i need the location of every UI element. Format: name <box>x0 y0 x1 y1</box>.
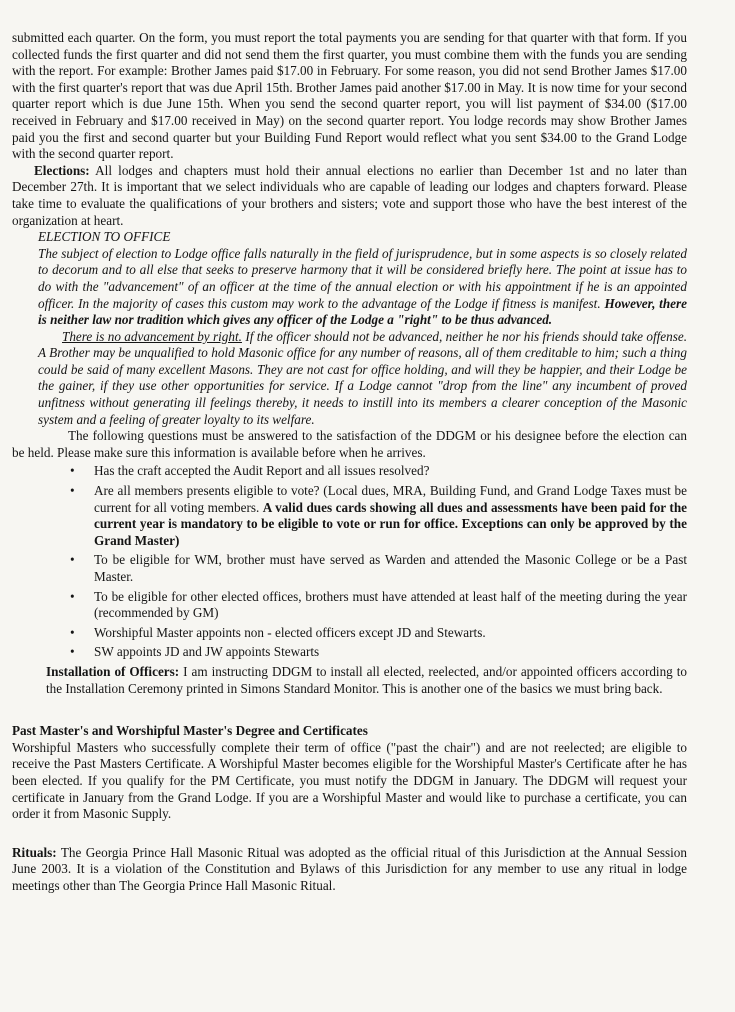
election-quote-p1 <box>12 246 687 329</box>
election-quote-p2 <box>12 329 687 429</box>
bullet-icon: • <box>70 463 75 479</box>
election-quote-p1-bold: However, there is neither law nor tradition which gives any officer of the Lodge a "right" to be thus advanced. <box>38 295 688 328</box>
bullet-icon: • <box>70 624 75 640</box>
rituals-section <box>12 845 687 895</box>
past-master-section <box>12 723 687 823</box>
rituals-paragraph <box>12 845 687 895</box>
requirement-text: Are all members presents eligible to vote? (Local dues, MRA, Building Fund, and Grand Lodge Taxes must be current for all voting members. <box>94 483 687 515</box>
past-master-heading: Past Master's and Worshipful Master's Degree and Certificates <box>12 723 368 739</box>
bullet-icon: • <box>70 644 75 660</box>
bullet-icon: • <box>70 588 75 604</box>
installation-label: Installation of Officers: <box>46 663 180 679</box>
requirement-bold-text: A valid dues cards showing all dues and assessments have been paid for the current year is mandatory to be eligible to vote or run for office. Exceptions can only be approved by the Grand Master) <box>94 499 688 548</box>
election-quote-p1-text: The subject of election to Lodge office falls naturally in the field of jurisprudence, but in some aspects is so closely related to decorum and to all else that seeks to preserve harmony that it will be considered briefly here. The point at issue has to do with the "advancement" of an officer at the time of the annual election or with his appointment if he is an appointed officer. In the majority of cases this custom may work to the advantage of the Lodge if fitness is manifest. <box>38 245 687 311</box>
elections-text: All lodges and chapters must hold their annual elections no earlier than December 1st and no later than December 27th. It is important that we select individuals who are capable of leading our lodges and chapters forward. Please take time to evaluate the qualifications of your brothers and sisters; vote and support those who have the best interest of the organization at heart. <box>12 162 688 228</box>
rituals-text: The Georgia Prince Hall Masonic Ritual was adopted as the official ritual of this Jurisdiction at the Annual Session June 2003. It is a violation of the Constitution and Bylaws of this Jurisdiction for any member to use any ritual in lodge meetings other than The Georgia Prince Hall Masonic Ritual. <box>12 844 687 893</box>
installation-text: I am instructing DDGM to install all elected, reelected, and/or appointed officers according to the Installation Ceremony printed in Simons Standard Monitor. This is another one of the basics we must bring back. <box>46 663 687 696</box>
requirement-item <box>70 463 687 480</box>
payments-paragraph: submitted each quarter. On the form, you must report the total payments you are sending for that quarter with that form. If you collected funds the first quarter and did not send them the first quarter, you must combine them with the funds you are sending with the report. For example: Brother James paid $17.00 in February. For some reason, you did not send Brother James $17.00 with the first quarter's report that was due April 15th. Brother James paid another $17.00 in May. It is now time for your second quarter report which is due June 15th. When you send the second quarter report, you will list payment of $34.00 ($17.00 received in February and $17.00 received in May) on the second quarter report. You lodge records may show Brother James paid you the first and second quarter but your Building Fund Report would reflect what you sent $34.00 to the Grand Lodge with the second quarter report. <box>12 30 687 162</box>
election-quote-heading: ELECTION TO OFFICE <box>38 229 171 245</box>
bullet-icon: • <box>70 552 75 568</box>
requirement-item <box>70 624 687 642</box>
requirement-item <box>70 552 687 585</box>
requirement-item <box>70 644 687 661</box>
past-master-text: Worshipful Masters who successfully complete their term of office ("past the chair") and are not reelected; are eligible to receive the Past Masters Certificate. A Worshipful Master becomes eligible for the Worshipful Master's Certificate after he has been elected. If you qualify for the PM Certificate, you must notify the DDGM in January. The DDGM will request your certificate in January from the Grand Lodge. If you are a Worshipful Master and would like to purchase a certificate, you can order it from Masonic Supply. <box>12 739 687 822</box>
requirement-text: To be eligible for WM, brother must have served as Warden and attended the Masonic College or be a Past Master. <box>94 552 687 584</box>
elections-label: Elections: <box>34 162 90 178</box>
requirement-text: To be eligible for other elected offices, brothers must have attended at least half of the meeting during the year (recommended by GM) <box>94 588 687 621</box>
election-quote-p2-text: If the officer should not be advanced, neither he nor his friends should take offense. A Brother may be unqualified to hold Masonic office for any number of reasons, all of them creditable to him; such a thing could be said of many excellent Masons. They are not cast for office holding, and will they be happier, and their Lodge be the gainer, if they use other opportunities for service. If a Lodge cannot "drop from the line" any incumbent of proved unfitness without generating ill feelings thereby, it needs to instill into its members a clearer conception of the Masonic system and a feeling of greater loyalty to its welfare. <box>38 328 687 427</box>
requirement-text: Worshipful Master appoints non - elected officers except JD and Stewarts. <box>94 624 486 640</box>
rituals-label: Rituals: <box>12 844 57 860</box>
requirement-item <box>70 483 688 549</box>
requirement-item <box>70 588 687 622</box>
installation-paragraph <box>12 664 687 697</box>
elections-paragraph <box>12 163 687 229</box>
requirements-list <box>12 463 687 661</box>
ddgm-intro: The following questions must be answered to the satisfaction of the DDGM or his designee before the election can be held. Please make sure this information is available before when he arrives. <box>12 428 687 460</box>
requirement-text: Has the craft accepted the Audit Report and all issues resolved? <box>94 463 430 479</box>
election-quote-p2-underline: There is no advancement by right. <box>62 328 242 344</box>
bullet-icon: • <box>70 483 75 499</box>
requirement-text: SW appoints JD and JW appoints Stewarts <box>94 644 320 660</box>
